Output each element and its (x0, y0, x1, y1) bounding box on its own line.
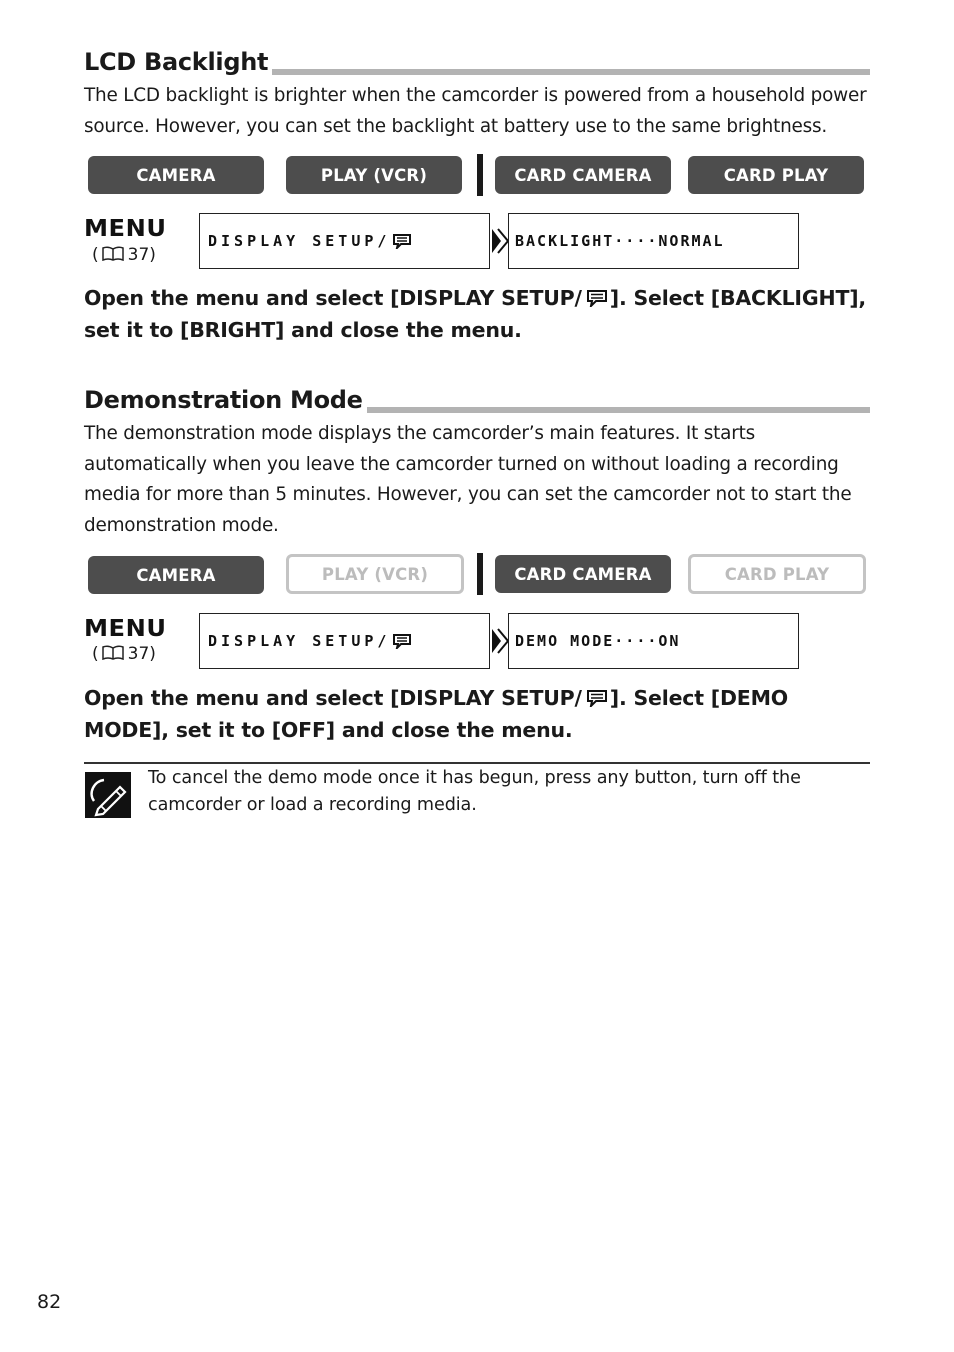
menu-label: MENU (84, 216, 167, 242)
speech-bubble-icon (392, 633, 412, 649)
note-text: To cancel the demo mode once it has begun, press any button, turn off the camcorder or load a recording media. (148, 768, 801, 815)
lcd-setting-text: BACKLIGHT····NORMAL (515, 232, 725, 250)
instruction-part1: Open the menu and select [DISPLAY SETUP/ (84, 286, 582, 310)
section-body: The demonstration mode displays the camcorder’s main features. It starts automatically when you leave the camcorder turned on without loading a recording media for more than 5 minutes. However, you can set the camcorder not to start the demonstration mode. (84, 423, 852, 536)
lcd-setting-box (508, 213, 799, 269)
menu-page-reference (92, 644, 156, 664)
book-icon (102, 645, 124, 660)
speech-bubble-icon (586, 289, 608, 307)
lcd-menu-box (199, 213, 490, 269)
double-chevron-right-icon (491, 228, 509, 254)
lcd-menu-text: DISPLAY SETUP/ (208, 632, 391, 650)
mode-card-play: CARD PLAY (688, 156, 864, 194)
mode-play-vcr: PLAY (VCR) (286, 156, 462, 194)
mode-separator (477, 553, 483, 595)
menu-label: MENU (84, 616, 167, 642)
instruction-part1: Open the menu and select [DISPLAY SETUP/ (84, 686, 582, 710)
page-number: 82 (37, 1291, 62, 1313)
menu-ref-page: 37) (127, 245, 156, 265)
instruction-text (84, 283, 874, 346)
section-title: LCD Backlight (84, 48, 272, 76)
lcd-menu-box (199, 613, 490, 669)
double-chevron-right-icon (491, 628, 509, 654)
book-icon (102, 246, 124, 261)
lcd-menu-text: DISPLAY SETUP/ (208, 232, 391, 250)
speech-bubble-icon (586, 689, 608, 707)
mode-separator (477, 154, 483, 196)
section-title: Demonstration Mode (84, 386, 367, 414)
section-body: The LCD backlight is brighter when the camcorder is powered from a household power source. However, you can set the backlight at battery use to the same brightness. (84, 85, 867, 137)
note-pencil-icon (84, 771, 132, 819)
instruction-part2: ]. Select [DEMO MODE], set it to [OFF] and close the menu. (84, 686, 788, 742)
menu-ref-open: ( (92, 245, 99, 265)
lcd-setting-box (508, 613, 799, 669)
menu-page-reference (92, 245, 156, 265)
lcd-setting-text: DEMO MODE····ON (515, 632, 681, 650)
instruction-text (84, 683, 874, 746)
menu-ref-open: ( (92, 644, 99, 664)
mode-camera: CAMERA (88, 156, 264, 194)
mode-card-camera: CARD CAMERA (495, 555, 671, 593)
note-rule (84, 762, 870, 764)
mode-card-play: CARD PLAY (688, 554, 866, 594)
speech-bubble-icon (392, 233, 412, 249)
instruction-part2: ]. Select [BACKLIGHT], set it to [BRIGHT] and close the menu. (84, 286, 866, 342)
menu-ref-page: 37) (127, 644, 156, 664)
mode-card-camera: CARD CAMERA (495, 156, 671, 194)
mode-play-vcr: PLAY (VCR) (286, 554, 464, 594)
mode-camera: CAMERA (88, 556, 264, 594)
